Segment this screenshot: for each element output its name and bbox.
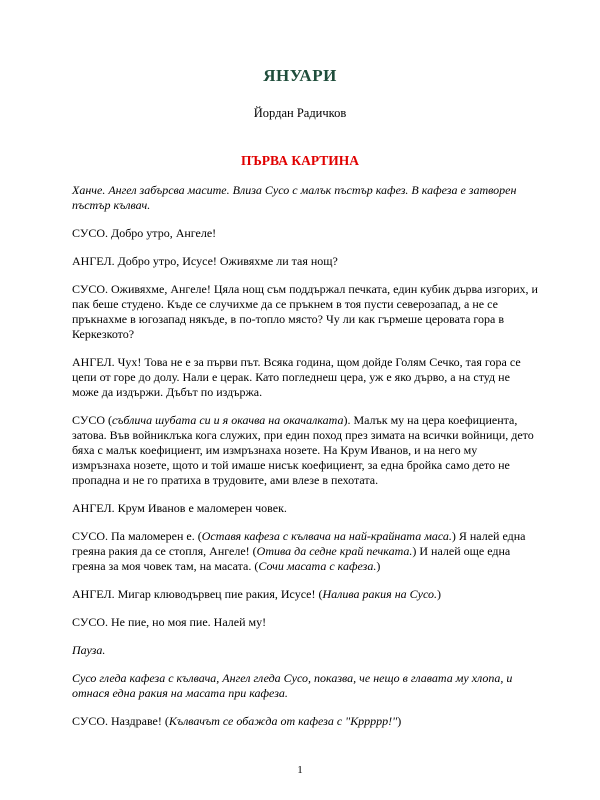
dialogue-line: АНГЕЛ. Мигар клюводървец пие ракия, Исусе! (Налива ракия на Сусо.) [72, 587, 442, 601]
dialogue-line: СУСО. Па маломерен е. (Оставя кафеза с кълвача на най-крайната маса.) Я налей една греяна ракия да се стопля, Ангеле! (Отива да седне край печката.) И налей още една греяна за моя човек там, на масата. (Сочи масата с кафеза.) [72, 529, 526, 573]
dialogue-line: СУСО. Добро утро, Ангеле! [72, 226, 217, 240]
play-text [72, 183, 538, 742]
stage-direction: Сочи масата с кафеза. [258, 559, 377, 573]
dialogue-line: СУСО. Наздраве! (Кълвачът се обажда от кафеза с "Кррррр!") [72, 714, 402, 728]
dialogue-line: АНГЕЛ. Крум Иванов е маломерен човек. [72, 501, 287, 515]
page-number: 1 [297, 764, 303, 776]
stage-direction: Налива ракия на Сусо. [322, 587, 438, 601]
stage-direction: съблича шубата си и я окачва на окачалката [112, 413, 344, 427]
dialogue-line: СУСО. Оживяхме, Ангеле! Цяла нощ съм поддържал печката, един кубик дърва изгорих, и пак беше студено. Къде се случихме да се пръкнем в тоя пусти северозапад, а не се пръкнахме в югозапад някъде, в по-топло място? Чу ли как гърмеше церовата гора в Керкезкото? [72, 282, 538, 341]
stage-direction: Кълвачът се обажда от кафеза с "Кррррр!" [168, 714, 398, 728]
stage-direction: Отива да седне край печката. [256, 544, 413, 558]
dialogue-line: АНГЕЛ. Чух! Това не е за първи път. Всяка година, щом дойде Голям Сечко, тая гора се цепи от горе до долу. Нали е церак. Като погледнеш цера, уж е яко дърво, а на студ не може да издържи. Дъбът по издържа. [72, 355, 521, 399]
dialogue-line: СУСО. Не пие, но моя пие. Налей му! [72, 615, 267, 629]
dialogue-line: АНГЕЛ. Добро утро, Исусе! Оживяхме ли тая нощ? [72, 254, 338, 268]
author-name: Йордан Радичков [253, 106, 347, 120]
dialogue-line: СУСО (съблича шубата си и я окачва на окачалката). Малък му на цера коефициента, затова. Във войниклъка кога служих, при един поход през зимата на всички войници, дето бяха с малък коефициент, им измръзнаха нозете. На Крум Иванов, и на него му измръзнаха нозете, щото и той имаше нисък коефициент, за една бройка само дето не пропадна и не го пратиха в трудовите, ами влезе в пехотата. [72, 413, 534, 487]
page-title: ЯНУАРИ [263, 66, 337, 85]
stage-direction: Оставя кафеза с кълвача на най-крайната маса. [201, 529, 452, 543]
stage-direction: Сусо гледа кафеза с кълвача, Ангел гледа Сусо, показва, че нещо в главата му хлопа, и отнася една ракия на масата при кафеза. [72, 671, 513, 700]
stage-direction: Ханче. Ангел забърсва масите. Влиза Сусо с малък пъстър кафез. В кафеза е затворен пъстър кълвач. [72, 183, 517, 212]
act-title: ПЪРВА КАРТИНА [240, 153, 360, 168]
stage-direction: Пауза. [72, 643, 106, 657]
